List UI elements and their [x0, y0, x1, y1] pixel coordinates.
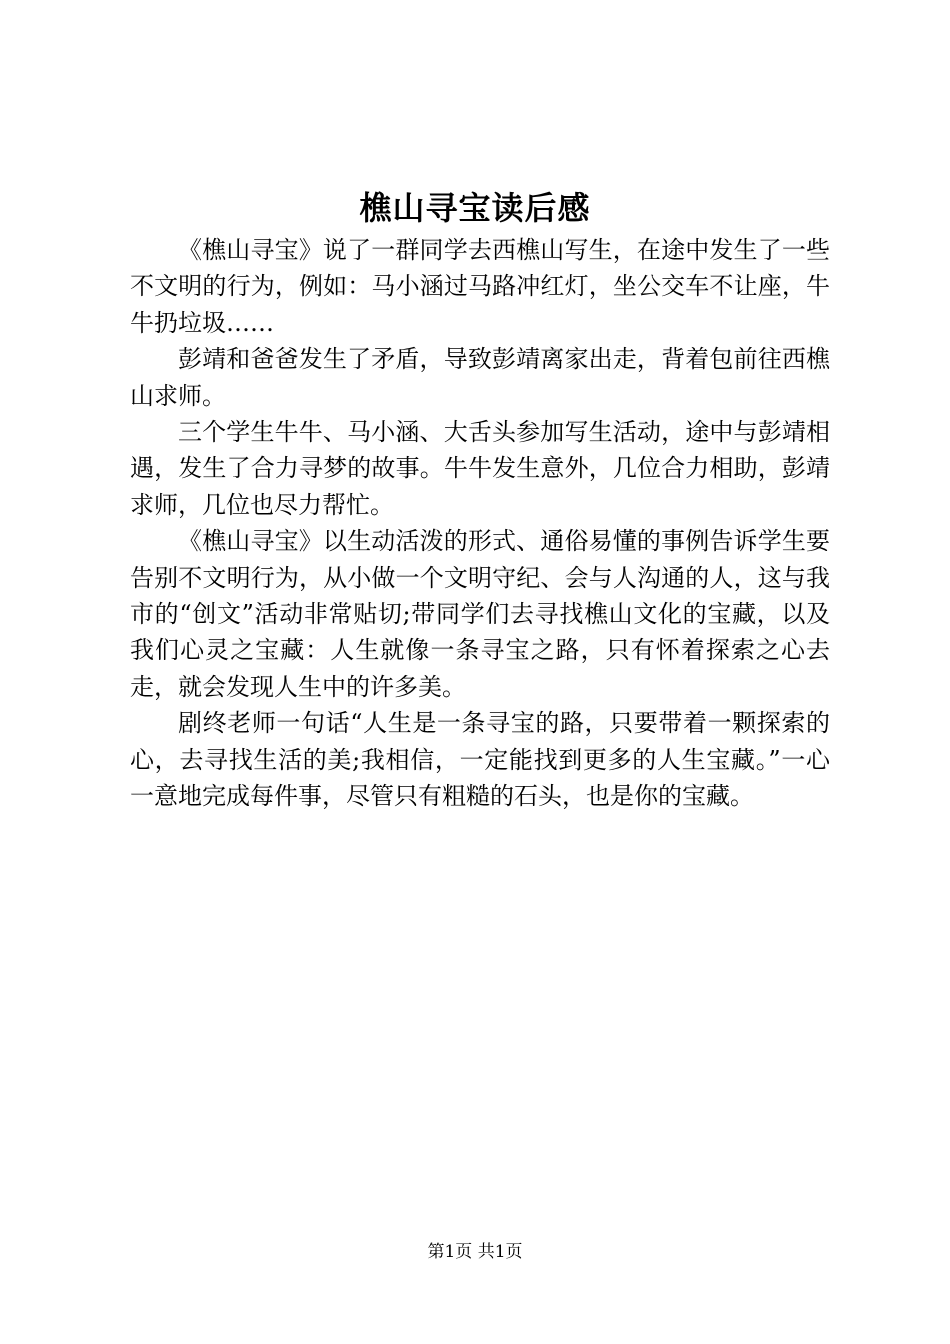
paragraph: 彭靖和爸爸发生了矛盾，导致彭靖离家出走，背着包前往西樵山求师。 — [130, 345, 830, 410]
paragraph: 三个学生牛牛、马小涵、大舌头参加写生活动，途中与彭靖相遇，发生了合力寻梦的故事。牛牛发生意外，几位合力相助，彭靖求师，几位也尽力帮忙。 — [130, 418, 830, 519]
paragraph: 剧终老师一句话“人生是一条寻宝的路，只要带着一颗探索的心，去寻找生活的美;我相信，一定能找到更多的人生宝藏。”一心一意地完成每件事，尽管只有粗糙的石头，也是你的宝藏。 — [130, 709, 830, 811]
paragraph: 《樵山寻宝》说了一群同学去西樵山写生，在途中发生了一些不文明的行为，例如：马小涵过马路冲红灯，坐公交车不让座，牛牛扔垃圾…… — [130, 236, 830, 337]
document-title: 樵山寻宝读后感 — [359, 189, 591, 227]
paragraph: 《樵山寻宝》以生动活泼的形式、通俗易懂的事例告诉学生要告别不文明行为，从小做一个文明守纪、会与人沟通的人，这与我市的“创文”活动非常贴切;带同学们去寻找樵山文化的宝藏，以及我们心灵之宝藏：人生就像一条寻宝之路，只有怀着探索之心去走，就会发现人生中的许多美。 — [130, 527, 830, 701]
page-footer: 第1页 共1页 — [427, 1242, 523, 1262]
document-body — [130, 232, 830, 815]
